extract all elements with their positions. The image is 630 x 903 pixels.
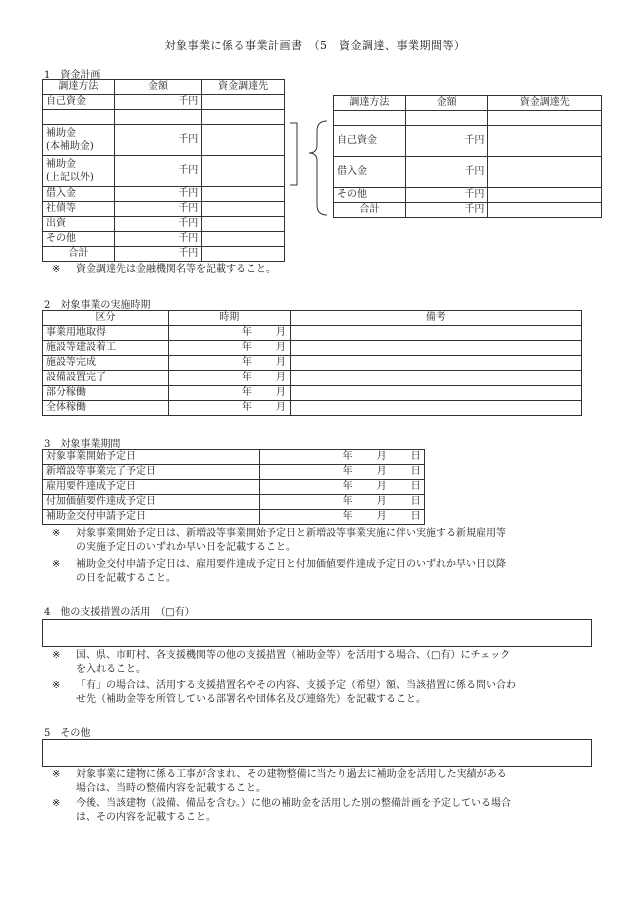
source-cell[interactable] [488,111,602,126]
amount-cell[interactable]: 千円 [114,156,201,187]
timing-cell[interactable] [168,371,290,386]
row-label-total: 合計 [43,247,115,262]
section-5-note-1 [52,768,612,796]
row-label-line2: (上記以外) [46,172,94,183]
month-label: 月 [275,327,286,338]
section-5-heading: 5 その他 [44,728,91,739]
year-label: 年 [241,402,252,413]
funding-plan-table [42,79,285,262]
row-label: 付加価値要件達成予定日 [43,495,260,510]
note-line-2: は、その内容を記載すること。 [76,812,216,823]
source-cell[interactable] [202,95,285,110]
day-label: 日 [410,496,421,507]
row-label [334,111,406,126]
funding-breakdown-table [333,95,602,218]
header-method: 調達方法 [334,96,406,111]
header-remarks: 備考 [290,311,581,326]
note-line-1: 国、県、市町村、各支援機関等の他の支援措置（補助金等）を活用する場合、（□有）にチェック [76,650,511,661]
source-cell[interactable] [202,247,285,262]
row-label: 補助金交付申請予定日 [43,510,260,525]
header-category: 区分 [43,311,169,326]
date-cell[interactable] [259,495,424,510]
timing-cell[interactable] [168,341,290,356]
day-label: 日 [410,466,421,477]
section-4-heading: 4 他の支援措置の活用 （□有） [44,607,195,618]
note-mark: ※ [52,650,61,661]
remarks-cell[interactable] [290,371,581,386]
amount-cell[interactable]: 千円 [405,188,488,203]
day-label: 日 [410,481,421,492]
amount-cell[interactable]: 千円 [114,125,201,156]
source-cell[interactable] [488,188,602,203]
date-cell[interactable] [259,450,424,465]
month-label: 月 [275,372,286,383]
source-cell[interactable] [202,110,285,125]
section-3-note-1 [52,527,612,555]
row-label: 部分稼働 [43,386,169,401]
timing-cell[interactable] [168,326,290,341]
amount-cell[interactable]: 千円 [405,157,488,188]
amount-cell[interactable]: 千円 [114,187,201,202]
month-label: 月 [376,511,387,522]
schedule-table [42,310,582,416]
note-line-2: 場合は、当時の整備内容を記載すること。 [76,783,266,794]
note-line-2: を入れること。 [76,664,146,675]
amount-cell[interactable]: 千円 [114,95,201,110]
note-line-1: 対象事業開始予定日は、新増設等事業開始予定日と新増設等事業実施に伴い実施する新規雇用等 [76,528,506,539]
row-label: 出資 [43,217,115,232]
row-label-line2: (本補助金) [46,141,94,152]
remarks-cell[interactable] [290,401,581,416]
note-mark: ※ [52,528,61,539]
row-label: 対象事業開始予定日 [43,450,260,465]
note-line-2: の実施予定日のいずれか早い日を記載すること。 [76,542,296,553]
section-3-heading: 3 対象事業期間 [44,439,121,450]
amount-cell[interactable]: 千円 [405,203,488,218]
row-label: 自己資金 [43,95,115,110]
year-label: 年 [241,327,252,338]
row-label [43,110,115,125]
source-cell[interactable] [488,126,602,157]
other-support-input-box[interactable] [42,619,592,647]
period-table [42,449,425,525]
header-source: 資金調達先 [488,96,602,111]
header-source: 資金調達先 [202,80,285,95]
section-1-heading: 1 資金計画 [44,70,101,81]
remarks-cell[interactable] [290,386,581,401]
section-4-note-1 [52,649,612,677]
row-label: その他 [43,232,115,247]
source-cell[interactable] [202,125,285,156]
amount-cell[interactable] [405,111,488,126]
year-label: 年 [241,387,252,398]
month-label: 月 [275,387,286,398]
page-title: 対象事業に係る事業計画書 （5 資金調達、事業期間等） [164,39,466,52]
row-label-line1: 補助金 [46,128,76,139]
note-text: 資金調達先は金融機関名等を記載すること。 [76,264,276,275]
year-label: 年 [342,511,353,522]
source-cell[interactable] [488,203,602,218]
other-notes-input-box[interactable] [42,739,592,767]
section-3-note-2 [52,558,612,586]
bracket-brace-graphic [287,119,337,219]
note-line-1: 対象事業に建物に係る工事が含まれ、その建物整備に当たり過去に補助金を活用した実績がある [76,769,507,780]
amount-cell[interactable]: 千円 [114,217,201,232]
row-label: 新増設等事業完了予定日 [43,465,260,480]
section-4-note-2 [52,679,612,707]
amount-cell[interactable]: 千円 [114,232,201,247]
month-label: 月 [376,466,387,477]
year-label: 年 [241,357,252,368]
row-label: 社債等 [43,202,115,217]
month-label: 月 [376,496,387,507]
header-amount: 金額 [114,80,201,95]
row-label: 設備設置完了 [43,371,169,386]
row-label: 借入金 [334,157,406,188]
row-label: 自己資金 [334,126,406,157]
date-cell[interactable] [259,465,424,480]
note-mark: ※ [52,559,61,570]
month-label: 月 [275,402,286,413]
date-cell[interactable] [259,480,424,495]
month-label: 月 [275,357,286,368]
note-line-2: の日を記載すること。 [76,573,176,584]
amount-cell[interactable]: 千円 [114,247,201,262]
source-cell[interactable] [202,232,285,247]
year-label: 年 [342,451,353,462]
header-method: 調達方法 [43,80,115,95]
source-cell[interactable] [202,187,285,202]
remarks-cell[interactable] [290,326,581,341]
note-line-1: 「有」の場合は、活用する支援措置名やその内容、支援予定（希望）額、当該措置に係る問い合わ [76,680,516,691]
amount-cell[interactable]: 千円 [114,202,201,217]
year-label: 年 [241,372,252,383]
note-mark: ※ [52,264,61,275]
year-label: 年 [342,481,353,492]
source-cell[interactable] [202,217,285,232]
note-mark: ※ [52,769,61,780]
month-label: 月 [275,342,286,353]
year-label: 年 [342,496,353,507]
remarks-cell[interactable] [290,341,581,356]
amount-cell[interactable]: 千円 [405,126,488,157]
year-label: 年 [342,466,353,477]
source-cell[interactable] [488,157,602,188]
year-label: 年 [241,342,252,353]
date-cell[interactable] [259,510,424,525]
source-cell[interactable] [202,202,285,217]
header-amount: 金額 [405,96,488,111]
timing-cell[interactable] [168,401,290,416]
remarks-cell[interactable] [290,356,581,371]
row-label: 借入金 [43,187,115,202]
day-label: 日 [410,511,421,522]
note-line-1: 補助金交付申請予定日は、雇用要件達成予定日と付加価値要件達成予定日のいずれか早い日以降 [76,559,506,570]
row-label-line1: 補助金 [46,159,76,170]
row-label: その他 [334,188,406,203]
row-label: 施設等完成 [43,356,169,371]
section-2-heading: 2 対象事業の実施時期 [44,300,151,311]
timing-cell[interactable] [168,386,290,401]
section-1-note [52,263,592,277]
month-label: 月 [376,481,387,492]
day-label: 日 [410,451,421,462]
note-line-2: せ先（補助金等を所管している部署名や団体名及び連絡先）を記載すること。 [76,694,426,705]
note-line-1: 今後、当該建物（設備、備品を含む。）に他の補助金を活用した別の整備計画を予定している場合 [76,798,511,809]
row-label: 全体稼働 [43,401,169,416]
row-label: 雇用要件達成予定日 [43,480,260,495]
note-mark: ※ [52,680,61,691]
source-cell[interactable] [202,156,285,187]
row-label: 事業用地取得 [43,326,169,341]
amount-cell[interactable] [114,110,201,125]
section-5-note-2 [52,797,612,825]
month-label: 月 [376,451,387,462]
header-timing: 時期 [168,311,290,326]
timing-cell[interactable] [168,356,290,371]
row-label-total: 合計 [334,203,406,218]
row-label: 施設等建設着工 [43,341,169,356]
note-mark: ※ [52,798,61,809]
